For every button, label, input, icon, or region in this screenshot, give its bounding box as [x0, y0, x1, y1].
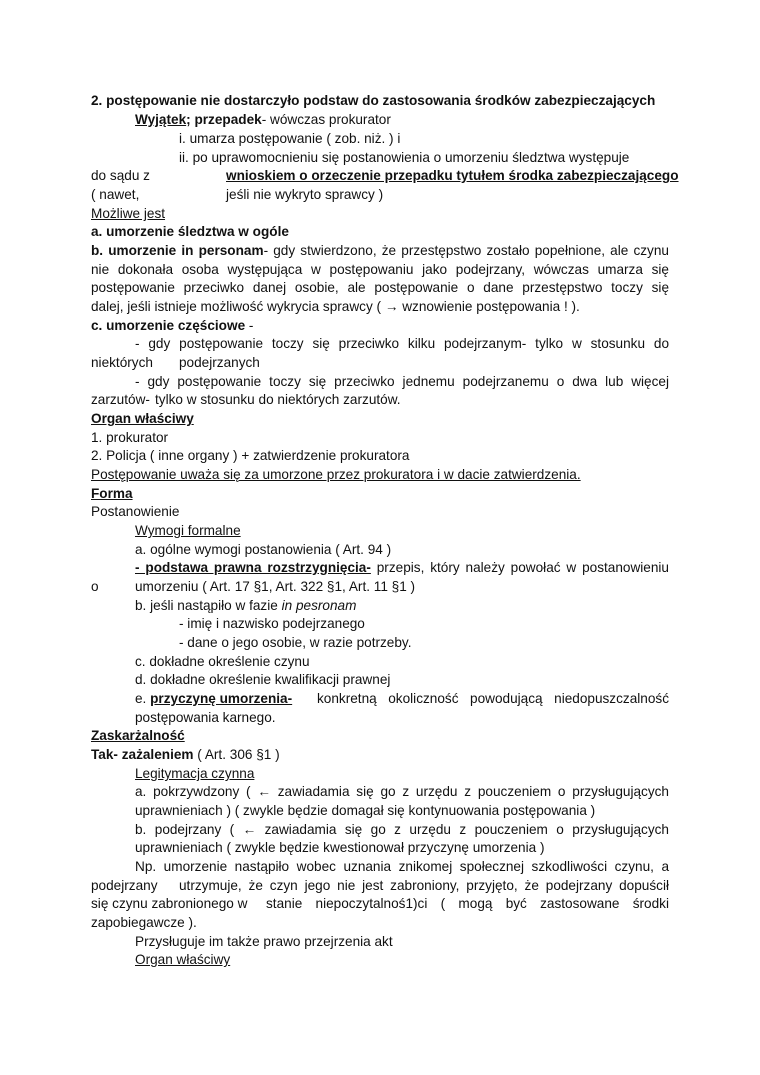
organ-wlasciwy-end: Organ właściwy	[135, 952, 231, 967]
wyjatek-label: Wyjątek	[135, 112, 187, 127]
c-line-2a: niektórych	[91, 355, 153, 370]
np-line-3b: stanie niepoczytalnoś1)ci ( mogą być zastosowane środki	[266, 896, 669, 911]
c-line-3: - gdy postępowanie toczy się przeciwko jednemu podejrzanemu o dwa lub więcej	[135, 374, 669, 389]
tak-zazaleniem: Tak- zażaleniem ( Art. 306 §1 )	[91, 747, 280, 762]
np-line-2a: podejrzany	[91, 878, 158, 893]
podstawa-line: - podstawa prawna rozstrzygnięcia- przepis, który należy powołać w postanowieniu	[135, 560, 669, 575]
zaskarzalnosc-heading: Zaskarżalność	[91, 728, 185, 743]
organ-3: Postępowanie uważa się za umorzone przez prokuratora i w dacie zatwierdzenia.	[91, 467, 581, 482]
organ-1: 1. prokurator	[91, 430, 169, 445]
heading-2: 2. postępowanie nie dostarczyło podstaw do zastosowania środków zabezpieczających	[91, 93, 656, 108]
wyjatek-line: Wyjątek; przepadek- wówczas prokurator	[135, 112, 391, 127]
umorzeniu-art: umorzeniu ( Art. 17 §1, Art. 322 §1, Art. 11 §1 )	[135, 579, 416, 594]
c-line-2b: podejrzanych	[179, 355, 260, 370]
forma-heading: Forma	[91, 486, 133, 501]
roman-i: i. umarza postępowanie ( zob. niż. ) i	[179, 131, 401, 146]
organ-2: 2. Policja ( inne organy ) + zatwierdzenie prokuratora	[91, 448, 410, 463]
imie-nazwisko: - imię i nazwisko podejrzanego	[179, 616, 365, 631]
wniosek: wnioskiem o orzeczenie przepadku tytułem środka zabezpieczającego	[226, 168, 679, 183]
przepadek-label: przepadek	[194, 112, 262, 127]
wymog-e: e. przyczynę umorzenia-	[135, 691, 293, 706]
legitymacja: Legitymacja czynna	[135, 766, 255, 781]
c-heading: c. umorzenie częściowe -	[91, 318, 254, 333]
leg-a-2: uprawnieniach ) ( zwykle będzie domagał się kontynuowania postępowania )	[135, 803, 596, 818]
roman-ii: ii. po uprawomocnieniu się postanowienia o umorzeniu śledztwa występuje	[179, 150, 630, 165]
np-line-2b: utrzymuje, że czyn jego nie jest zabroniony, przyjęto, że podejrzany dopuścił	[179, 878, 669, 893]
c-line-4a: zarzutów-	[91, 392, 150, 407]
nawet: ( nawet,	[91, 187, 140, 202]
a-umorzenie: a. umorzenie śledztwa w ogóle	[91, 224, 289, 239]
wymogi-formalne: Wymogi formalne	[135, 523, 241, 538]
np-line-4: zapobiegawcze ).	[91, 915, 197, 930]
wymog-b: b. jeśli nastąpiło w fazie in pesronam	[135, 598, 357, 613]
np-line-1: Np. umorzenie nastąpiło wobec uznania znikomej społecznej szkodliwości czynu, a	[135, 859, 669, 874]
leg-a-1: a. pokrzywdzony ( ← zawiadamia się go z urzędu z pouczeniem o przysługujących	[135, 784, 669, 799]
wymog-c: c. dokładne określenie czynu	[135, 654, 310, 669]
mozliwe-jest: Możliwe jest	[91, 206, 166, 221]
nawet-rest: jeśli nie wykryto sprawcy )	[226, 187, 384, 202]
wymog-e-rest: konkretną okoliczność powodującą niedopuszczalność	[317, 691, 669, 706]
b-line-1: b. umorzenie in personam- gdy stwierdzono, że przestępstwo zostało popełnione, ale czynu	[91, 243, 669, 258]
np-line-3a: się czynu zabronionego w	[91, 896, 248, 911]
dane-osobie: - dane o jego osobie, w razie potrzeby.	[179, 635, 412, 650]
do-sadu: do sądu z	[91, 168, 150, 183]
postanowienie: Postanowienie	[91, 504, 180, 519]
wymog-d: d. dokładne określenie kwalifikacji prawnej	[135, 672, 391, 687]
b-line-3: postępowanie przeciwko danej osobie, ale postępowanie o dane przestępstwo toczy się	[91, 280, 669, 295]
b-line-4: dalej, jeśli istnieje możliwość wykrycia sprawcy ( → wznowienie postępowania ! ).	[91, 299, 580, 314]
wymog-a: a. ogólne wymogi postanowienia ( Art. 94 )	[135, 542, 392, 557]
c-line-4b: tylko w stosunku do niektórych zarzutów.	[155, 392, 401, 407]
leg-b-1: b. podejrzany ( ← zawiadamia się go z urzędu z pouczeniem o przysługujących	[135, 822, 669, 837]
bullet-o: o	[91, 579, 99, 594]
leg-b-2: uprawnieniach ( zwykle będzie kwestionował przyczynę umorzenia )	[135, 840, 545, 855]
organ-heading: Organ właściwy	[91, 411, 194, 426]
b-line-2: nie dokonała osoba występująca w postępowaniu jako podejrzany, wówczas umarza się	[91, 262, 669, 277]
postepowania-karnego: postępowania karnego.	[135, 710, 276, 725]
przysluguje: Przysługuje im także prawo przejrzenia akt	[135, 934, 393, 949]
c-line-1: - gdy postępowanie toczy się przeciwko kilku podejrzanym- tylko w stosunku do	[135, 336, 669, 351]
